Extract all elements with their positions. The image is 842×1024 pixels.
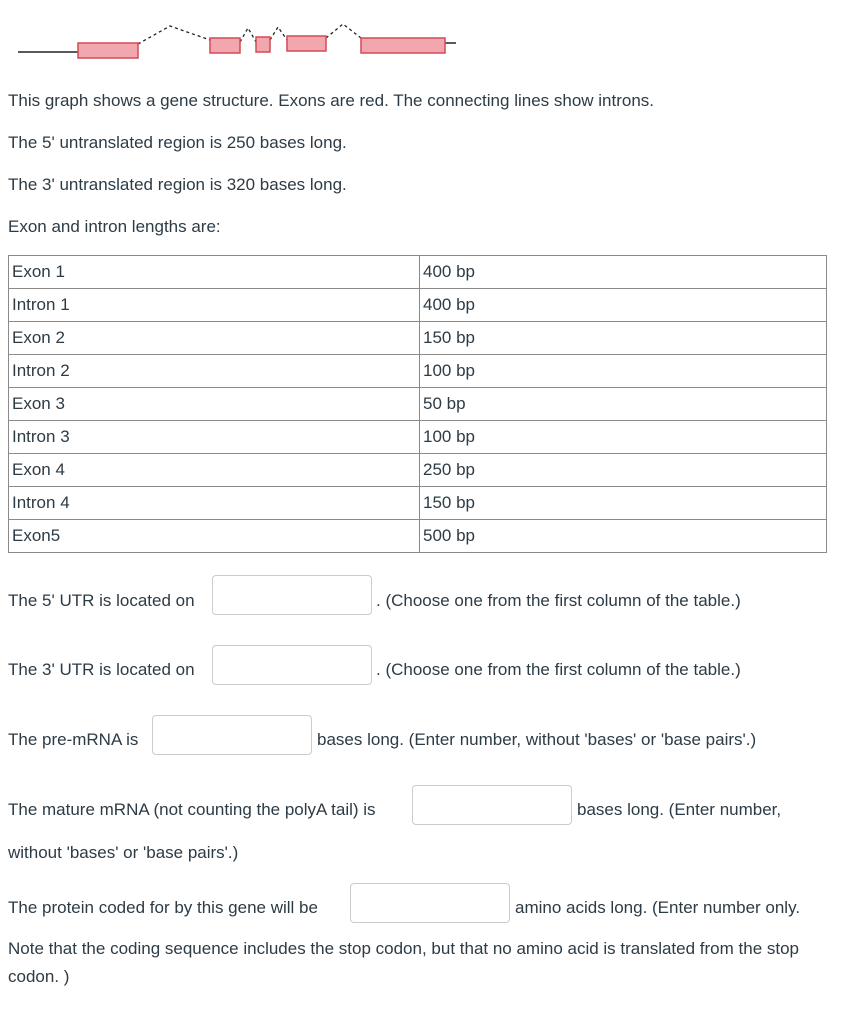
table-row xyxy=(9,454,827,487)
intron-3-line xyxy=(270,27,287,40)
table-cell-name: Intron 4 xyxy=(9,487,420,520)
mature-mrna-length-input[interactable] xyxy=(412,785,572,825)
table-cell-length: 150 bp xyxy=(420,322,827,355)
table-cell-name: Intron 2 xyxy=(9,355,420,388)
exon-2-box xyxy=(210,38,240,53)
table-row xyxy=(9,256,827,289)
intro-line-1: This graph shows a gene structure. Exons are red. The connecting lines show introns. xyxy=(8,91,655,110)
intro-line-4: Exon and intron lengths are: xyxy=(8,217,221,236)
table-cell-length: 150 bp xyxy=(420,487,827,520)
q4-suffix: bases long. (Enter number, xyxy=(577,800,782,819)
q5-suffix: amino acids long. (Enter number only. xyxy=(515,898,801,917)
table-cell-length: 500 bp xyxy=(420,520,827,553)
intro-line-3: The 3' untranslated region is 320 bases long. xyxy=(8,175,347,194)
table-cell-name: Exon5 xyxy=(9,520,420,553)
q2-suffix: . (Choose one from the first column of the table.) xyxy=(376,660,741,679)
table-cell-length: 400 bp xyxy=(420,289,827,322)
q2-prefix: The 3' UTR is located on xyxy=(8,660,195,679)
intron-1-line xyxy=(138,26,210,44)
intron-2-line xyxy=(240,28,256,42)
table-cell-length: 100 bp xyxy=(420,355,827,388)
three-prime-utr-input[interactable] xyxy=(212,645,372,685)
gene-structure-diagram xyxy=(0,10,480,70)
pre-mrna-length-input[interactable] xyxy=(152,715,312,755)
table-cell-length: 400 bp xyxy=(420,256,827,289)
table-cell-name: Intron 1 xyxy=(9,289,420,322)
table-cell-name: Exon 2 xyxy=(9,322,420,355)
exon-1-box xyxy=(78,43,138,58)
table-cell-name: Exon 3 xyxy=(9,388,420,421)
table-cell-length: 50 bp xyxy=(420,388,827,421)
q3-suffix: bases long. (Enter number, without 'bases' or 'base pairs'.) xyxy=(317,730,757,749)
q4-prefix: The mature mRNA (not counting the polyA tail) is xyxy=(8,800,376,819)
exon-3-box xyxy=(256,37,270,52)
table-row xyxy=(9,487,827,520)
intron-4-line xyxy=(326,24,361,38)
table-row xyxy=(9,355,827,388)
table-cell-name: Exon 4 xyxy=(9,454,420,487)
q1-prefix: The 5' UTR is located on xyxy=(8,591,195,610)
q1-suffix: . (Choose one from the first column of the table.) xyxy=(376,591,741,610)
q5-note: Note that the coding sequence includes the stop codon, but that no amino acid is translated from the stop codon. ) xyxy=(8,939,799,986)
intro-line-2: The 5' untranslated region is 250 bases long. xyxy=(8,133,347,152)
exon-4-box xyxy=(287,36,326,51)
table-cell-name: Intron 3 xyxy=(9,421,420,454)
table-row xyxy=(9,322,827,355)
gene-length-table xyxy=(8,255,827,553)
q3-prefix: The pre-mRNA is xyxy=(8,730,139,749)
table-row xyxy=(9,421,827,454)
table-row xyxy=(9,388,827,421)
exon-5-box xyxy=(361,38,445,53)
table-cell-name: Exon 1 xyxy=(9,256,420,289)
five-prime-utr-input[interactable] xyxy=(212,575,372,615)
table-cell-length: 250 bp xyxy=(420,454,827,487)
table-row xyxy=(9,289,827,322)
protein-length-input[interactable] xyxy=(350,883,510,923)
q4-continuation: without 'bases' or 'base pairs'.) xyxy=(8,843,239,862)
table-row xyxy=(9,520,827,553)
q5-prefix: The protein coded for by this gene will be xyxy=(8,898,318,917)
table-cell-length: 100 bp xyxy=(420,421,827,454)
